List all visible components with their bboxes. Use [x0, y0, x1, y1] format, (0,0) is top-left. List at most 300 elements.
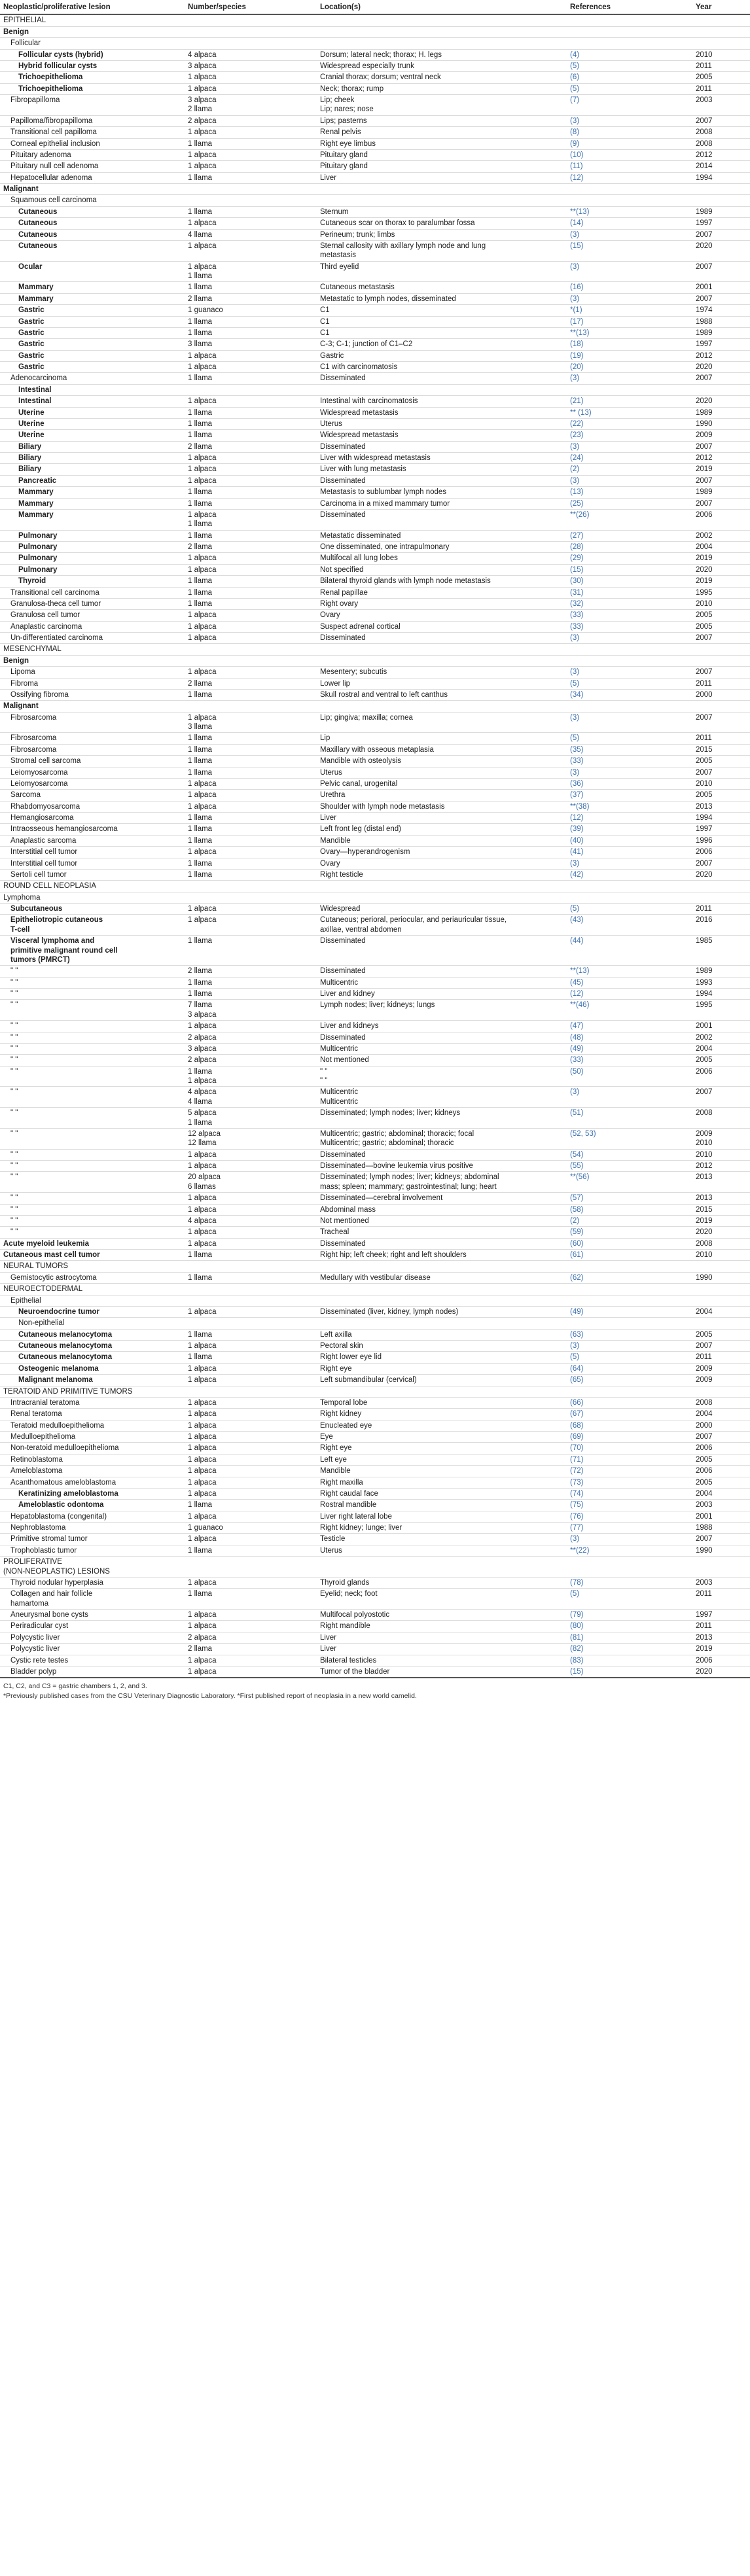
lesion-cell: Interstitial cell tumor: [0, 858, 185, 869]
year-cell: 2007: [692, 712, 750, 733]
location-cell: Multicentric; gastric; abdominal; thoracic; focal Multicentric; gastric; abdominal; thoracic: [317, 1128, 567, 1149]
location-cell: Mandible: [317, 1466, 567, 1477]
table-row: [0, 1363, 750, 1374]
year-cell: 1990: [692, 418, 750, 429]
lesion-cell: Polycystic liver: [0, 1632, 185, 1643]
location-cell: Disseminated (liver, kidney, lymph nodes): [317, 1306, 567, 1317]
location-cell: [317, 701, 567, 712]
reference-cell: **(13): [567, 206, 692, 217]
reference-cell: (69): [567, 1432, 692, 1443]
location-cell: Mesentery; subcutis: [317, 667, 567, 678]
lesion-cell: " ": [0, 1204, 185, 1215]
year-cell: 2012: [692, 1161, 750, 1172]
year-cell: 2006: [692, 1443, 750, 1454]
year-cell: 2008: [692, 1108, 750, 1129]
lesion-cell: Anaplastic sarcoma: [0, 835, 185, 846]
number-species-cell: 2 alpaca: [185, 1055, 317, 1066]
footnotes: [0, 1678, 750, 1701]
reference-cell: (20): [567, 362, 692, 373]
location-cell: Liver and kidney: [317, 989, 567, 1000]
lesion-cell: " ": [0, 1227, 185, 1238]
reference-cell: (39): [567, 824, 692, 835]
reference-cell: (62): [567, 1272, 692, 1283]
reference-cell: (64): [567, 1363, 692, 1374]
year-cell: 2001: [692, 282, 750, 293]
table-row: [0, 633, 750, 644]
reference-cell: (15): [567, 240, 692, 261]
reference-cell: [567, 1284, 692, 1295]
lesion-cell: Hepatocellular adenoma: [0, 172, 185, 183]
number-species-cell: 1 alpaca: [185, 475, 317, 486]
reference-cell: (80): [567, 1621, 692, 1632]
year-cell: 2020: [692, 396, 750, 407]
table-row: [0, 790, 750, 801]
lesion-cell: Sertoli cell tumor: [0, 869, 185, 880]
reference-cell: (3): [567, 373, 692, 384]
number-species-cell: 1 llama: [185, 327, 317, 338]
reference-cell: (3): [567, 475, 692, 486]
number-species-cell: 1 alpaca: [185, 667, 317, 678]
year-cell: 2020: [692, 869, 750, 880]
lesion-cell: Bladder polyp: [0, 1666, 185, 1678]
location-cell: Bilateral thyroid glands with lymph node metastasis: [317, 576, 567, 587]
number-species-cell: [185, 892, 317, 903]
year-cell: [692, 644, 750, 655]
table-row: [0, 1500, 750, 1511]
year-cell: 2004: [692, 542, 750, 553]
lesion-cell: Cutaneous melanocytoma: [0, 1352, 185, 1363]
table-row: [0, 1306, 750, 1317]
lesion-cell: Pancreatic: [0, 475, 185, 486]
table-row: [0, 678, 750, 689]
table-row: [0, 892, 750, 903]
reference-cell: (17): [567, 316, 692, 327]
reference-cell: (76): [567, 1511, 692, 1522]
number-species-cell: 1 alpaca: [185, 1204, 317, 1215]
year-cell: 1994: [692, 172, 750, 183]
table-row: [0, 1043, 750, 1054]
lesion-cell: Neuroendocrine tumor: [0, 1306, 185, 1317]
year-cell: 2009 2010: [692, 1128, 750, 1149]
lesion-cell: " ": [0, 1193, 185, 1204]
table-row: [0, 72, 750, 83]
reference-cell: (3): [567, 293, 692, 304]
lesion-cell: Mammary: [0, 487, 185, 498]
number-species-cell: 1 alpaca: [185, 1363, 317, 1374]
reference-cell: (67): [567, 1409, 692, 1420]
year-cell: 2019: [692, 576, 750, 587]
table-row: [0, 418, 750, 429]
year-cell: 1996: [692, 835, 750, 846]
year-cell: 2011: [692, 733, 750, 744]
number-species-cell: 1 llama: [185, 498, 317, 509]
lesion-cell: Pulmonary: [0, 564, 185, 575]
table-header-row: [0, 0, 750, 14]
lesion-cell: Gastric: [0, 305, 185, 316]
number-species-cell: 1 alpaca: [185, 1397, 317, 1408]
location-cell: [317, 1284, 567, 1295]
number-species-cell: [185, 195, 317, 206]
lesion-cell: Medulloepithelioma: [0, 1432, 185, 1443]
year-cell: 2007: [692, 475, 750, 486]
reference-cell: *(1): [567, 305, 692, 316]
year-cell: 2005: [692, 790, 750, 801]
reference-cell: (44): [567, 936, 692, 966]
reference-cell: (11): [567, 161, 692, 172]
number-species-cell: 1 llama: [185, 598, 317, 609]
reference-cell: (3): [567, 1534, 692, 1545]
number-species-cell: 1 alpaca 1 llama: [185, 261, 317, 282]
reference-cell: (60): [567, 1238, 692, 1249]
lesion-cell: Cutaneous mast cell tumor: [0, 1250, 185, 1261]
year-cell: 2003: [692, 1500, 750, 1511]
number-species-cell: 1 alpaca: [185, 240, 317, 261]
table-row: [0, 936, 750, 966]
location-cell: Disseminated; lymph nodes; liver; kidneys; abdominal mass; spleen; mammary; gastrointestinal; lung; heart: [317, 1172, 567, 1193]
year-cell: 2012: [692, 350, 750, 361]
table-row: [0, 83, 750, 94]
lesion-cell: Trophoblastic tumor: [0, 1545, 185, 1556]
table-row: [0, 1454, 750, 1465]
reference-cell: (33): [567, 621, 692, 632]
table-row: [0, 756, 750, 767]
number-species-cell: 1 alpaca: [185, 564, 317, 575]
table-row: [0, 1511, 750, 1522]
year-cell: 2005: [692, 621, 750, 632]
reference-cell: (5): [567, 733, 692, 744]
number-species-cell: [185, 1318, 317, 1329]
year-cell: [692, 184, 750, 195]
table-row: [0, 1488, 750, 1499]
location-cell: Neck; thorax; rump: [317, 83, 567, 94]
year-cell: [692, 1386, 750, 1397]
lesion-cell: Trichoepithelioma: [0, 72, 185, 83]
lesion-cell: Gastric: [0, 362, 185, 373]
lesion-cell: TERATOID AND PRIMITIVE TUMORS: [0, 1386, 185, 1397]
location-cell: Not mentioned: [317, 1055, 567, 1066]
year-cell: 2007: [692, 1087, 750, 1108]
year-cell: 2013: [692, 1193, 750, 1204]
year-cell: 2019: [692, 464, 750, 475]
table-row: [0, 733, 750, 744]
year-cell: 2006: [692, 509, 750, 530]
table-row: [0, 564, 750, 575]
year-cell: 2001: [692, 1021, 750, 1032]
year-cell: 1988: [692, 316, 750, 327]
year-cell: 2012: [692, 149, 750, 160]
number-species-cell: 1 alpaca: [185, 904, 317, 915]
year-cell: [692, 384, 750, 395]
reference-cell: (15): [567, 1666, 692, 1678]
year-cell: 2004: [692, 1409, 750, 1420]
table-row: [0, 1621, 750, 1632]
lesion-cell: " ": [0, 1215, 185, 1226]
number-species-cell: 1 alpaca: [185, 362, 317, 373]
lesion-cell: Papilloma/fibropapilloma: [0, 115, 185, 126]
location-cell: Uterus: [317, 1545, 567, 1556]
reference-cell: [567, 892, 692, 903]
year-cell: 1985: [692, 936, 750, 966]
reference-cell: (52, 53): [567, 1128, 692, 1149]
location-cell: Medullary with vestibular disease: [317, 1272, 567, 1283]
location-cell: Disseminated; lymph nodes; liver; kidneys: [317, 1108, 567, 1129]
number-species-cell: 1 llama: [185, 824, 317, 835]
number-species-cell: 1 llama: [185, 138, 317, 149]
number-species-cell: 1 llama: [185, 587, 317, 598]
table-row: [0, 327, 750, 338]
number-species-cell: 3 alpaca 2 llama: [185, 95, 317, 116]
year-cell: 2011: [692, 678, 750, 689]
year-cell: 1997: [692, 339, 750, 350]
location-cell: Disseminated: [317, 373, 567, 384]
location-cell: Not specified: [317, 564, 567, 575]
table-row: [0, 813, 750, 824]
table-row: [0, 49, 750, 60]
lesion-cell: Benign: [0, 26, 185, 37]
reference-cell: (19): [567, 350, 692, 361]
year-cell: 2020: [692, 240, 750, 261]
location-cell: C1: [317, 327, 567, 338]
number-species-cell: [185, 881, 317, 892]
location-cell: Cutaneous scar on thorax to paralumbar fossa: [317, 218, 567, 229]
location-cell: Ovary: [317, 858, 567, 869]
location-cell: Intestinal with carcinomatosis: [317, 396, 567, 407]
year-cell: 2011: [692, 1621, 750, 1632]
year-cell: 2003: [692, 95, 750, 116]
lesion-cell: Leiomyosarcoma: [0, 778, 185, 789]
reference-cell: (58): [567, 1204, 692, 1215]
lesion-cell: Leiomyosarcoma: [0, 767, 185, 778]
lesion-cell: Mammary: [0, 498, 185, 509]
location-cell: Liver: [317, 172, 567, 183]
location-cell: Mandible with osteolysis: [317, 756, 567, 767]
number-species-cell: 1 llama: [185, 858, 317, 869]
lesion-cell: " ": [0, 1043, 185, 1054]
number-species-cell: 1 llama: [185, 1545, 317, 1556]
year-cell: 2019: [692, 1644, 750, 1655]
table-row: [0, 229, 750, 240]
table-row: [0, 487, 750, 498]
number-species-cell: 1 llama: [185, 744, 317, 755]
lesion-cell: Biliary: [0, 453, 185, 464]
location-cell: Right eye: [317, 1443, 567, 1454]
table-row: [0, 1545, 750, 1556]
location-cell: [317, 1295, 567, 1306]
lesion-cell: Biliary: [0, 441, 185, 452]
location-cell: Pituitary gland: [317, 149, 567, 160]
reference-cell: (5): [567, 60, 692, 71]
location-cell: Thyroid glands: [317, 1577, 567, 1588]
table-row: [0, 847, 750, 858]
reference-cell: (83): [567, 1655, 692, 1666]
number-species-cell: 1 alpaca: [185, 1161, 317, 1172]
number-species-cell: 1 alpaca: [185, 1420, 317, 1431]
number-species-cell: 1 alpaca: [185, 1655, 317, 1666]
number-species-cell: 1 llama: [185, 430, 317, 441]
year-cell: 2008: [692, 138, 750, 149]
lesion-cell: Cutaneous: [0, 206, 185, 217]
table-row: [0, 881, 750, 892]
table-row: [0, 441, 750, 452]
location-cell: [317, 892, 567, 903]
year-cell: 2011: [692, 1589, 750, 1610]
year-cell: 2007: [692, 1341, 750, 1352]
year-cell: 2007: [692, 261, 750, 282]
table-row: [0, 869, 750, 880]
year-cell: 2011: [692, 83, 750, 94]
lesion-cell: Acanthomatous ameloblastoma: [0, 1477, 185, 1488]
lesion-cell: Cutaneous melanocytoma: [0, 1329, 185, 1340]
lesion-cell: Un-differentiated carcinoma: [0, 633, 185, 644]
number-species-cell: 1 llama: [185, 813, 317, 824]
location-cell: Not mentioned: [317, 1215, 567, 1226]
year-cell: 2010: [692, 1250, 750, 1261]
header-number-species: Number/species: [185, 0, 317, 14]
lesion-cell: Anaplastic carcinoma: [0, 621, 185, 632]
reference-cell: (43): [567, 915, 692, 936]
lesion-cell: Collagen and hair follicle hamartoma: [0, 1589, 185, 1610]
year-cell: [692, 892, 750, 903]
table-row: [0, 1193, 750, 1204]
lesion-cell: Cutaneous: [0, 240, 185, 261]
number-species-cell: 2 llama: [185, 542, 317, 553]
number-species-cell: 1 alpaca: [185, 1021, 317, 1032]
year-cell: 1990: [692, 1545, 750, 1556]
location-cell: Disseminated: [317, 509, 567, 530]
year-cell: 2007: [692, 498, 750, 509]
table-row: [0, 1055, 750, 1066]
location-cell: Lymph nodes; liver; kidneys; lungs: [317, 1000, 567, 1021]
reference-cell: [567, 881, 692, 892]
lesion-cell: Thyroid nodular hyperplasia: [0, 1577, 185, 1588]
number-species-cell: 2 alpaca: [185, 1032, 317, 1043]
reference-cell: **(22): [567, 1545, 692, 1556]
location-cell: Multifocal all lung lobes: [317, 553, 567, 564]
lesion-cell: " ": [0, 989, 185, 1000]
year-cell: 2002: [692, 1032, 750, 1043]
location-cell: Disseminated: [317, 1032, 567, 1043]
location-cell: Uterus: [317, 418, 567, 429]
number-species-cell: 1 llama: [185, 767, 317, 778]
reference-cell: (12): [567, 813, 692, 824]
location-cell: Ovary: [317, 610, 567, 621]
table-row: [0, 1284, 750, 1295]
reference-cell: (5): [567, 1589, 692, 1610]
location-cell: Temporal lobe: [317, 1397, 567, 1408]
table-row: [0, 95, 750, 116]
number-species-cell: 1 alpaca: [185, 161, 317, 172]
lesion-cell: Visceral lymphoma and primitive malignant round cell tumors (PMRCT): [0, 936, 185, 966]
number-species-cell: 1 llama: [185, 530, 317, 541]
number-species-cell: 12 alpaca 12 llama: [185, 1128, 317, 1149]
lesion-cell: " ": [0, 1087, 185, 1108]
reference-cell: (49): [567, 1306, 692, 1317]
number-species-cell: 5 alpaca 1 llama: [185, 1108, 317, 1129]
location-cell: Multicentric: [317, 1043, 567, 1054]
number-species-cell: [185, 38, 317, 49]
year-cell: 2010: [692, 598, 750, 609]
reference-cell: (3): [567, 261, 692, 282]
reference-cell: **(56): [567, 1172, 692, 1193]
table-row: [0, 396, 750, 407]
number-species-cell: 1 llama: [185, 576, 317, 587]
number-species-cell: 3 alpaca: [185, 1043, 317, 1054]
table-row: [0, 977, 750, 988]
year-cell: 1990: [692, 1272, 750, 1283]
table-row: [0, 26, 750, 37]
table-row: [0, 206, 750, 217]
location-cell: Left axilla: [317, 1329, 567, 1340]
reference-cell: (16): [567, 282, 692, 293]
table-row: [0, 261, 750, 282]
number-species-cell: 1 alpaca: [185, 464, 317, 475]
lesion-cell: Malignant melanoma: [0, 1375, 185, 1386]
number-species-cell: 1 alpaca: [185, 1341, 317, 1352]
number-species-cell: 1 alpaca: [185, 1511, 317, 1522]
number-species-cell: 1 alpaca: [185, 83, 317, 94]
lesion-cell: " ": [0, 1055, 185, 1066]
reference-cell: (31): [567, 587, 692, 598]
number-species-cell: 1 llama: [185, 418, 317, 429]
reference-cell: (63): [567, 1329, 692, 1340]
reference-cell: (5): [567, 1352, 692, 1363]
reference-cell: (2): [567, 464, 692, 475]
location-cell: Suspect adrenal cortical: [317, 621, 567, 632]
table-row: [0, 218, 750, 229]
reference-cell: [567, 1386, 692, 1397]
location-cell: One disseminated, one intrapulmonary: [317, 542, 567, 553]
table-row: [0, 621, 750, 632]
lesion-cell: Follicular cysts (hybrid): [0, 49, 185, 60]
lesion-cell: Mammary: [0, 282, 185, 293]
table-row: [0, 1443, 750, 1454]
lesion-cell: Cutaneous: [0, 218, 185, 229]
table-row: [0, 184, 750, 195]
table-row: [0, 904, 750, 915]
year-cell: 1989: [692, 327, 750, 338]
table-row: [0, 1466, 750, 1477]
location-cell: Multicentric Multicentric: [317, 1087, 567, 1108]
reference-cell: [567, 1318, 692, 1329]
number-species-cell: 1 llama: [185, 172, 317, 183]
location-cell: Sternum: [317, 206, 567, 217]
location-cell: Uterus: [317, 767, 567, 778]
table-row: [0, 115, 750, 126]
lesion-cell: Nephroblastoma: [0, 1523, 185, 1534]
table-row: [0, 498, 750, 509]
year-cell: [692, 655, 750, 666]
number-species-cell: 7 llama 3 alpaca: [185, 1000, 317, 1021]
lesion-cell: Fibrosarcoma: [0, 712, 185, 733]
lesion-cell: Malignant: [0, 184, 185, 195]
year-cell: 2011: [692, 904, 750, 915]
lesion-cell: " ": [0, 1108, 185, 1129]
location-cell: Widespread metastasis: [317, 430, 567, 441]
table-row: [0, 915, 750, 936]
number-species-cell: 1 alpaca: [185, 1610, 317, 1621]
number-species-cell: 1 llama: [185, 936, 317, 966]
location-cell: Disseminated: [317, 936, 567, 966]
year-cell: 1989: [692, 966, 750, 977]
lesion-cell: Non-epithelial: [0, 1318, 185, 1329]
location-cell: [317, 384, 567, 395]
lesion-cell: Adenocarcinoma: [0, 373, 185, 384]
table-row: [0, 14, 750, 26]
number-species-cell: 2 llama: [185, 293, 317, 304]
location-cell: Left eye: [317, 1454, 567, 1465]
lesion-cell: Intestinal: [0, 384, 185, 395]
table-row: [0, 1420, 750, 1431]
